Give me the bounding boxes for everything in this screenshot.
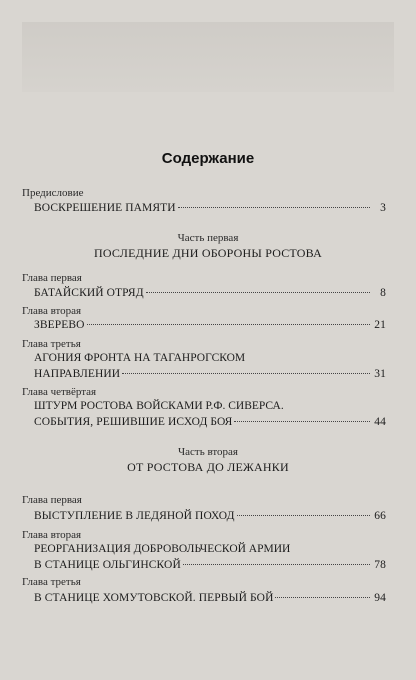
toc-entry[interactable] <box>34 559 386 571</box>
page-number: 3 <box>380 202 386 214</box>
page-number: 78 <box>374 559 386 571</box>
chapter-label: Глава вторая <box>22 529 82 541</box>
chapter-label: Глава первая <box>22 494 82 506</box>
entry-title: НАПРАВЛЕНИИ <box>34 368 121 380</box>
entry-title: В СТАНИЦЕ ХОМУТОВСКОЙ. ПЕРВЫЙ БОЙ <box>34 592 274 604</box>
toc-entry[interactable] <box>34 416 386 428</box>
part-label: Часть первая <box>177 232 239 244</box>
entry-title: БАТАЙСКИЙ ОТРЯД <box>34 287 144 299</box>
page-number: 8 <box>380 287 386 299</box>
entry-title-line: АГОНИЯ ФРОНТА НА ТАГАНРОГСКОМ <box>34 352 246 364</box>
page-number: 21 <box>374 319 386 331</box>
entry-title-line: ШТУРМ РОСТОВА ВОЙСКАМИ Р.Ф. СИВЕРСА. <box>34 400 284 412</box>
leader-dots <box>237 515 370 516</box>
toc-entry[interactable] <box>34 368 386 380</box>
page-number: 44 <box>374 416 386 428</box>
chapter-label: Глава четвёртая <box>22 386 97 398</box>
preface-label: Предисловие <box>22 187 84 199</box>
part-label: Часть вторая <box>177 446 238 458</box>
toc-entry[interactable] <box>34 319 386 331</box>
show-through-text <box>22 22 394 92</box>
leader-dots <box>146 292 370 293</box>
toc-entry[interactable] <box>34 510 386 522</box>
entry-title-line: РЕОРГАНИЗАЦИЯ ДОБРОВОЛЬЧЕСКОЙ АРМИИ <box>34 543 291 555</box>
leader-dots <box>275 597 370 598</box>
toc-entry[interactable] <box>34 287 386 299</box>
page-number: 31 <box>374 368 386 380</box>
leader-dots <box>87 324 370 325</box>
chapter-label: Глава третья <box>22 576 81 588</box>
entry-title: ВЫСТУПЛЕНИЕ В ЛЕДЯНОЙ ПОХОД <box>34 510 235 522</box>
entry-title: В СТАНИЦЕ ОЛЬГИНСКОЙ <box>34 559 181 571</box>
leader-dots <box>122 373 370 374</box>
leader-dots <box>178 207 370 208</box>
leader-dots <box>183 564 370 565</box>
toc-entry-preface[interactable] <box>34 202 386 214</box>
chapter-label: Глава вторая <box>22 305 82 317</box>
leader-dots <box>234 421 370 422</box>
entry-title: ЗВЕРЕВО <box>34 319 85 331</box>
entry-title: ВОСКРЕШЕНИЕ ПАМЯТИ <box>34 202 176 214</box>
chapter-label: Глава первая <box>22 272 82 284</box>
part-title: ОТ РОСТОВА ДО ЛЕЖАНКИ <box>127 460 289 474</box>
toc-entry[interactable] <box>34 592 386 604</box>
page-number: 94 <box>374 592 386 604</box>
page-number: 66 <box>374 510 386 522</box>
toc-title: Содержание <box>161 150 255 167</box>
part-title: ПОСЛЕДНИЕ ДНИ ОБОРОНЫ РОСТОВА <box>94 246 322 260</box>
entry-title: СОБЫТИЯ, РЕШИВШИЕ ИСХОД БОЯ <box>34 416 233 428</box>
chapter-label: Глава третья <box>22 338 81 350</box>
